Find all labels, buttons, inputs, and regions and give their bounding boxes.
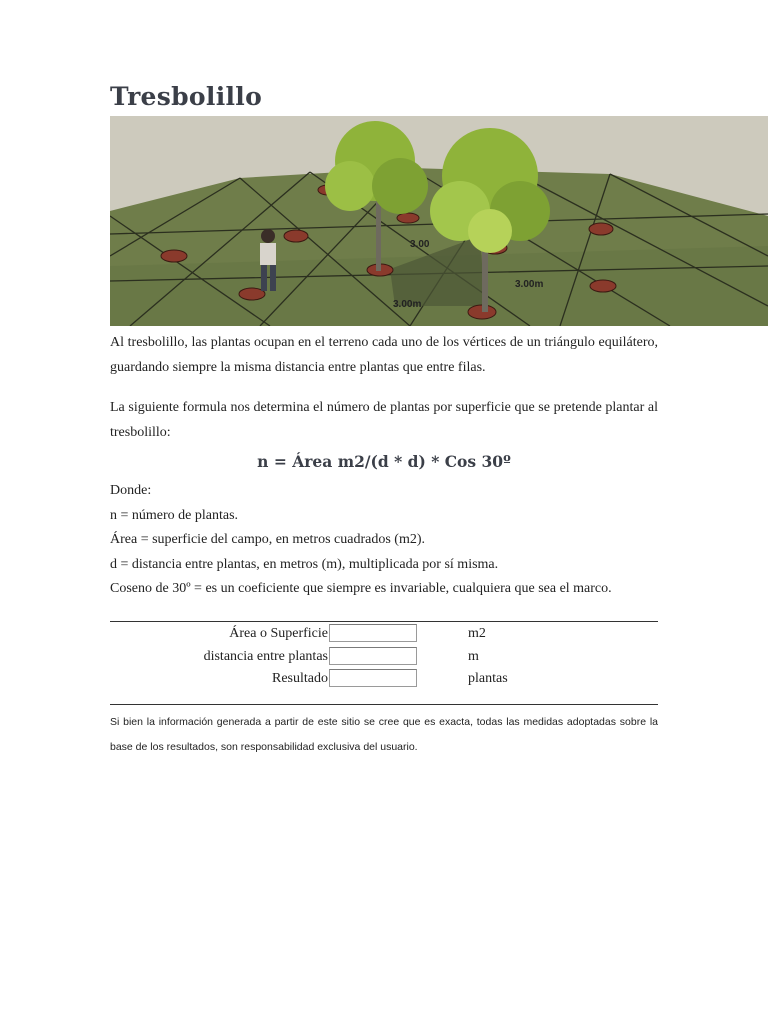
tresbolillo-illustration	[110, 116, 768, 326]
calculator-bottom-divider	[110, 704, 658, 705]
calculator-top-divider	[110, 621, 658, 622]
result-field[interactable]	[329, 669, 417, 687]
intro-paragraph: Al tresbolillo, las plantas ocupan en el terreno cada uno de los vértices de un triángulo equilátero, guardando siempre la misma distancia entre plantas que entre filas.	[110, 335, 658, 375]
result-label: Resultado	[272, 671, 328, 686]
distance-input[interactable]	[329, 647, 417, 665]
dimension-label-bottom: 3.00m	[393, 299, 422, 310]
distance-unit: m	[468, 649, 479, 664]
dimension-label-right: 3.00m	[515, 279, 544, 290]
formula: n = Área m2/(d * d) * Cos 30º	[257, 452, 511, 471]
definition-line: Donde:	[110, 483, 152, 498]
dimension-label-top: 3.00	[410, 239, 430, 250]
calculator-row-result	[110, 668, 658, 690]
area-unit: m2	[468, 626, 486, 641]
distance-label: distancia entre plantas	[203, 649, 328, 664]
calculator-row-area	[110, 623, 658, 645]
area-input[interactable]	[329, 624, 417, 642]
definition-line: n = número de plantas.	[110, 507, 239, 523]
area-label: Área o Superficie	[229, 626, 328, 641]
disclaimer: Si bien la información generada a partir de este sitio se cree que es exacta, todas las medidas adoptadas sobre la base de los resultados, son responsabilidad exclusiva del usuario.	[110, 716, 658, 753]
formula-intro-paragraph: La siguiente formula nos determina el número de plantas por superficie que se pretende plantar al tresbolillo:	[110, 400, 658, 440]
definition-line: Coseno de 30º = es un coeficiente que siempre es invariable, cualquiera que sea el marco.	[110, 581, 612, 596]
definition-line: Área = superficie del campo, en metros cuadrados (m2).	[110, 532, 425, 547]
definition-line: d = distancia entre plantas, en metros (m), multiplicada por sí misma.	[110, 556, 499, 572]
page-title: Tresbolillo	[110, 82, 263, 111]
calculator-row-distance	[110, 646, 658, 668]
definitions-list	[110, 479, 658, 602]
result-unit: plantas	[468, 671, 508, 686]
